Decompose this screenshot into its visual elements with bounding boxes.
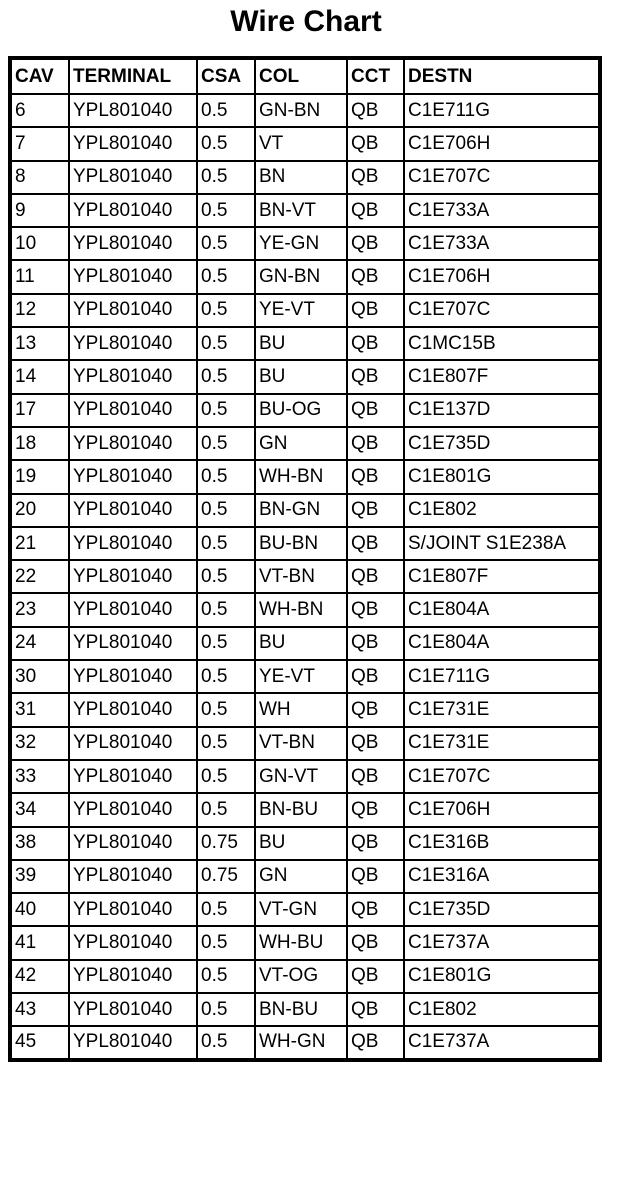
- cell-cav: 31: [10, 693, 69, 726]
- table-row: [10, 394, 600, 427]
- cell-cav: 18: [10, 427, 69, 460]
- table-row: [10, 460, 600, 493]
- cell-cct: QB: [347, 360, 404, 393]
- cell-csa: 0.5: [197, 560, 255, 593]
- cell-csa: 0.5: [197, 94, 255, 127]
- cell-cav: 14: [10, 360, 69, 393]
- cell-destn: C1E804A: [404, 627, 600, 660]
- column-header-terminal: TERMINAL: [69, 58, 197, 94]
- cell-destn: C1E711G: [404, 660, 600, 693]
- cell-terminal: YPL801040: [69, 926, 197, 959]
- cell-csa: 0.5: [197, 294, 255, 327]
- table-row: [10, 827, 600, 860]
- cell-cav: 17: [10, 394, 69, 427]
- cell-csa: 0.5: [197, 627, 255, 660]
- table-row: [10, 494, 600, 527]
- cell-col: BU: [255, 360, 347, 393]
- cell-csa: 0.5: [197, 760, 255, 793]
- cell-csa: 0.5: [197, 194, 255, 227]
- cell-csa: 0.5: [197, 893, 255, 926]
- cell-cct: QB: [347, 827, 404, 860]
- cell-col: YE-GN: [255, 227, 347, 260]
- cell-cct: QB: [347, 294, 404, 327]
- table-row: [10, 593, 600, 626]
- cell-terminal: YPL801040: [69, 527, 197, 560]
- cell-col: BU: [255, 627, 347, 660]
- cell-cct: QB: [347, 227, 404, 260]
- cell-cav: 45: [10, 1026, 69, 1059]
- cell-cct: QB: [347, 327, 404, 360]
- table-row: [10, 860, 600, 893]
- table-row: [10, 926, 600, 959]
- cell-csa: 0.5: [197, 127, 255, 160]
- cell-terminal: YPL801040: [69, 660, 197, 693]
- cell-terminal: YPL801040: [69, 327, 197, 360]
- cell-terminal: YPL801040: [69, 294, 197, 327]
- table-row: [10, 127, 600, 160]
- cell-cct: QB: [347, 693, 404, 726]
- cell-destn: C1E802: [404, 993, 600, 1026]
- table-row: [10, 227, 600, 260]
- cell-col: BN: [255, 161, 347, 194]
- cell-csa: 0.5: [197, 1026, 255, 1059]
- cell-cav: 34: [10, 793, 69, 826]
- table-row: [10, 327, 600, 360]
- cell-destn: C1E316B: [404, 827, 600, 860]
- column-header-csa: CSA: [197, 58, 255, 94]
- table-row: [10, 693, 600, 726]
- cell-terminal: YPL801040: [69, 593, 197, 626]
- table-row: [10, 527, 600, 560]
- cell-destn: C1E804A: [404, 593, 600, 626]
- cell-csa: 0.75: [197, 827, 255, 860]
- cell-cav: 20: [10, 494, 69, 527]
- cell-terminal: YPL801040: [69, 194, 197, 227]
- cell-destn: C1E706H: [404, 260, 600, 293]
- cell-cav: 30: [10, 660, 69, 693]
- cell-cct: QB: [347, 960, 404, 993]
- cell-cav: 24: [10, 627, 69, 660]
- cell-col: VT-BN: [255, 560, 347, 593]
- cell-cav: 7: [10, 127, 69, 160]
- cell-terminal: YPL801040: [69, 94, 197, 127]
- cell-csa: 0.5: [197, 727, 255, 760]
- cell-terminal: YPL801040: [69, 1026, 197, 1059]
- cell-cct: QB: [347, 427, 404, 460]
- cell-cct: QB: [347, 627, 404, 660]
- cell-col: VT: [255, 127, 347, 160]
- cell-destn: C1E735D: [404, 427, 600, 460]
- cell-cav: 12: [10, 294, 69, 327]
- cell-csa: 0.5: [197, 660, 255, 693]
- cell-terminal: YPL801040: [69, 693, 197, 726]
- cell-terminal: YPL801040: [69, 627, 197, 660]
- cell-destn: C1E706H: [404, 793, 600, 826]
- cell-cct: QB: [347, 893, 404, 926]
- cell-cct: QB: [347, 394, 404, 427]
- cell-col: GN-BN: [255, 94, 347, 127]
- cell-terminal: YPL801040: [69, 127, 197, 160]
- table-row: [10, 793, 600, 826]
- table-row: [10, 260, 600, 293]
- cell-csa: 0.5: [197, 593, 255, 626]
- cell-destn: C1E801G: [404, 460, 600, 493]
- table-row: [10, 727, 600, 760]
- cell-cct: QB: [347, 260, 404, 293]
- table-row: [10, 660, 600, 693]
- cell-csa: 0.5: [197, 926, 255, 959]
- cell-terminal: YPL801040: [69, 427, 197, 460]
- cell-terminal: YPL801040: [69, 260, 197, 293]
- column-header-cct: CCT: [347, 58, 404, 94]
- cell-terminal: YPL801040: [69, 893, 197, 926]
- cell-cct: QB: [347, 127, 404, 160]
- cell-destn: C1E707C: [404, 760, 600, 793]
- table-row: [10, 360, 600, 393]
- cell-cct: QB: [347, 161, 404, 194]
- cell-destn: C1E706H: [404, 127, 600, 160]
- cell-terminal: YPL801040: [69, 560, 197, 593]
- cell-destn: C1E731E: [404, 727, 600, 760]
- cell-destn: C1E316A: [404, 860, 600, 893]
- cell-col: GN: [255, 860, 347, 893]
- cell-cav: 40: [10, 893, 69, 926]
- cell-csa: 0.5: [197, 260, 255, 293]
- cell-cct: QB: [347, 527, 404, 560]
- table-row: [10, 427, 600, 460]
- cell-destn: C1E802: [404, 494, 600, 527]
- cell-destn: C1E735D: [404, 893, 600, 926]
- cell-destn: C1E733A: [404, 227, 600, 260]
- cell-cav: 38: [10, 827, 69, 860]
- table-row: [10, 1026, 600, 1059]
- cell-col: GN-VT: [255, 760, 347, 793]
- cell-cct: QB: [347, 593, 404, 626]
- table-body: [10, 94, 600, 1060]
- cell-col: YE-VT: [255, 294, 347, 327]
- cell-cav: 43: [10, 993, 69, 1026]
- cell-cct: QB: [347, 660, 404, 693]
- cell-cct: QB: [347, 560, 404, 593]
- cell-destn: C1E731E: [404, 693, 600, 726]
- wire-chart-table: [8, 56, 602, 1062]
- cell-terminal: YPL801040: [69, 394, 197, 427]
- cell-csa: 0.75: [197, 860, 255, 893]
- cell-csa: 0.5: [197, 693, 255, 726]
- cell-cct: QB: [347, 793, 404, 826]
- cell-csa: 0.5: [197, 227, 255, 260]
- cell-col: GN: [255, 427, 347, 460]
- cell-csa: 0.5: [197, 327, 255, 360]
- cell-destn: C1E733A: [404, 194, 600, 227]
- cell-cav: 33: [10, 760, 69, 793]
- cell-csa: 0.5: [197, 394, 255, 427]
- column-header-cav: CAV: [10, 58, 69, 94]
- cell-cav: 9: [10, 194, 69, 227]
- cell-csa: 0.5: [197, 527, 255, 560]
- cell-cav: 22: [10, 560, 69, 593]
- cell-terminal: YPL801040: [69, 227, 197, 260]
- cell-destn: C1E707C: [404, 294, 600, 327]
- column-header-col: COL: [255, 58, 347, 94]
- cell-csa: 0.5: [197, 460, 255, 493]
- cell-cav: 23: [10, 593, 69, 626]
- table-row: [10, 161, 600, 194]
- cell-terminal: YPL801040: [69, 827, 197, 860]
- table-row: [10, 560, 600, 593]
- table-row: [10, 993, 600, 1026]
- cell-terminal: YPL801040: [69, 727, 197, 760]
- cell-cct: QB: [347, 494, 404, 527]
- cell-cct: QB: [347, 727, 404, 760]
- cell-col: WH-BU: [255, 926, 347, 959]
- cell-cct: QB: [347, 194, 404, 227]
- table-row: [10, 94, 600, 127]
- cell-col: VT-BN: [255, 727, 347, 760]
- cell-cav: 13: [10, 327, 69, 360]
- cell-cav: 11: [10, 260, 69, 293]
- cell-col: BN-BU: [255, 993, 347, 1026]
- cell-destn: C1E711G: [404, 94, 600, 127]
- cell-terminal: YPL801040: [69, 494, 197, 527]
- cell-destn: C1MC15B: [404, 327, 600, 360]
- cell-destn: S/JOINT S1E238A: [404, 527, 600, 560]
- cell-cav: 42: [10, 960, 69, 993]
- cell-col: BU: [255, 827, 347, 860]
- cell-col: BU: [255, 327, 347, 360]
- cell-cct: QB: [347, 926, 404, 959]
- cell-destn: C1E807F: [404, 360, 600, 393]
- cell-csa: 0.5: [197, 960, 255, 993]
- table-row: [10, 760, 600, 793]
- table-row: [10, 627, 600, 660]
- cell-cav: 10: [10, 227, 69, 260]
- cell-csa: 0.5: [197, 993, 255, 1026]
- cell-terminal: YPL801040: [69, 860, 197, 893]
- cell-col: WH-BN: [255, 593, 347, 626]
- cell-cav: 39: [10, 860, 69, 893]
- cell-cav: 19: [10, 460, 69, 493]
- cell-cav: 32: [10, 727, 69, 760]
- cell-col: YE-VT: [255, 660, 347, 693]
- table-header-row: [10, 58, 600, 94]
- cell-terminal: YPL801040: [69, 760, 197, 793]
- cell-terminal: YPL801040: [69, 960, 197, 993]
- cell-col: BN-VT: [255, 194, 347, 227]
- cell-terminal: YPL801040: [69, 460, 197, 493]
- cell-col: BU-BN: [255, 527, 347, 560]
- cell-destn: C1E737A: [404, 1026, 600, 1059]
- cell-cav: 8: [10, 161, 69, 194]
- table-row: [10, 960, 600, 993]
- cell-col: VT-OG: [255, 960, 347, 993]
- column-header-destn: DESTN: [404, 58, 600, 94]
- cell-cct: QB: [347, 94, 404, 127]
- cell-cav: 6: [10, 94, 69, 127]
- cell-col: WH: [255, 693, 347, 726]
- table-row: [10, 893, 600, 926]
- cell-csa: 0.5: [197, 427, 255, 460]
- cell-col: VT-GN: [255, 893, 347, 926]
- cell-cct: QB: [347, 993, 404, 1026]
- cell-terminal: YPL801040: [69, 793, 197, 826]
- cell-cct: QB: [347, 860, 404, 893]
- cell-col: WH-BN: [255, 460, 347, 493]
- cell-col: WH-GN: [255, 1026, 347, 1059]
- page-title: Wire Chart: [230, 5, 382, 38]
- cell-cav: 41: [10, 926, 69, 959]
- cell-destn: C1E707C: [404, 161, 600, 194]
- cell-destn: C1E737A: [404, 926, 600, 959]
- cell-csa: 0.5: [197, 793, 255, 826]
- cell-destn: C1E807F: [404, 560, 600, 593]
- cell-cct: QB: [347, 1026, 404, 1059]
- cell-cav: 21: [10, 527, 69, 560]
- cell-col: GN-BN: [255, 260, 347, 293]
- cell-terminal: YPL801040: [69, 161, 197, 194]
- cell-csa: 0.5: [197, 494, 255, 527]
- cell-col: BU-OG: [255, 394, 347, 427]
- cell-csa: 0.5: [197, 360, 255, 393]
- cell-destn: C1E137D: [404, 394, 600, 427]
- cell-col: BN-GN: [255, 494, 347, 527]
- table-row: [10, 194, 600, 227]
- cell-col: BN-BU: [255, 793, 347, 826]
- cell-destn: C1E801G: [404, 960, 600, 993]
- cell-cct: QB: [347, 760, 404, 793]
- cell-cct: QB: [347, 460, 404, 493]
- cell-terminal: YPL801040: [69, 360, 197, 393]
- table-row: [10, 294, 600, 327]
- cell-terminal: YPL801040: [69, 993, 197, 1026]
- cell-csa: 0.5: [197, 161, 255, 194]
